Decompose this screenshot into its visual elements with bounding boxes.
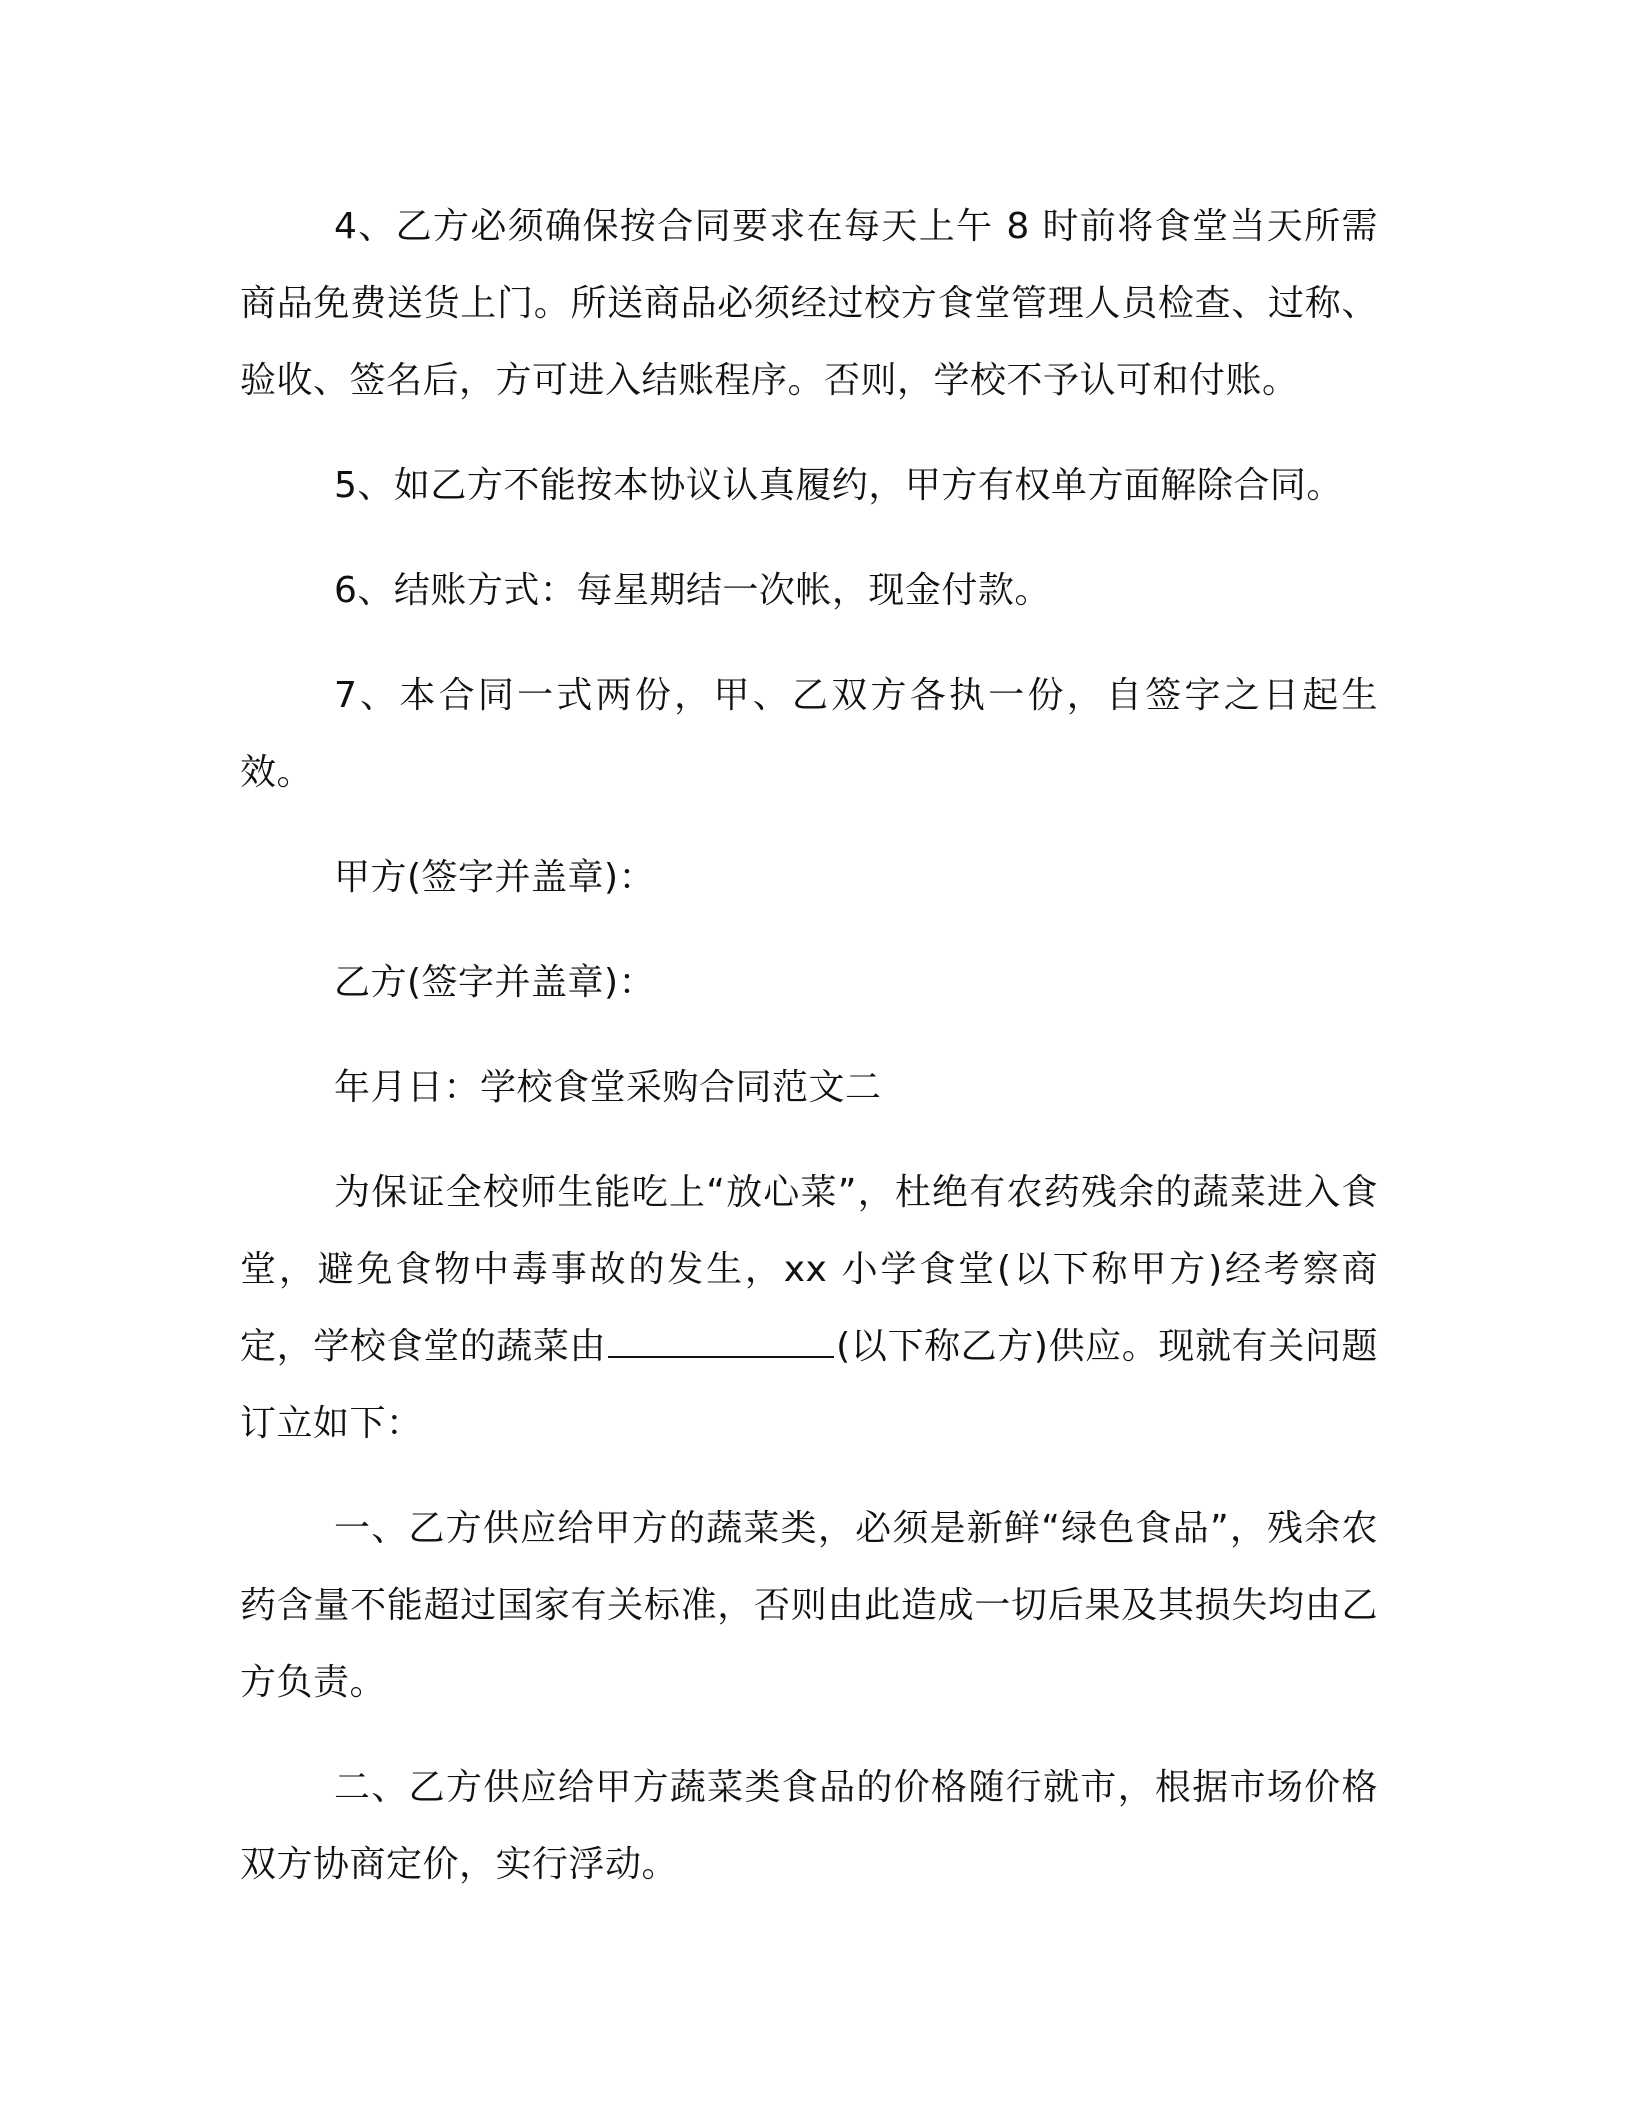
party-a-signature-line: 甲方(签字并盖章)： [334, 857, 656, 898]
intro-paragraph [240, 1154, 1378, 1462]
supplier-name-blank [608, 1326, 834, 1358]
term-1-paragraph: 一、乙方供应给甲方的蔬菜类，必须是新鲜“绿色食品”，残余农药含量不能超过国家有关标准，否则由此造成一切后果及其损失均由乙方负责。 [240, 1508, 1378, 1703]
date-and-section-title: 年月日：学校食堂采购合同范文二 [334, 1067, 882, 1108]
clause-6-paragraph: 6、结账方式：每星期结一次帐，现金付款。 [334, 570, 1051, 611]
document-body [240, 188, 1378, 1903]
clause-7-paragraph: 7、本合同一式两份，甲、乙双方各执一份，自签字之日起生效。 [240, 675, 1378, 793]
clause-5-paragraph: 5、如乙方不能按本协议认真履约，甲方有权单方面解除合同。 [334, 465, 1343, 506]
party-b-signature-line: 乙方(签字并盖章)： [334, 962, 656, 1003]
clause-4-paragraph: 4、乙方必须确保按合同要求在每天上午 8 时前将食堂当天所需商品免费送货上门。所送商品必须经过校方食堂管理人员检查、过称、验收、签名后，方可进入结账程序。否则，学校不予认可和付账。 [240, 206, 1378, 401]
term-2-paragraph: 二、乙方供应给甲方蔬菜类食品的价格随行就市，根据市场价格双方协商定价，实行浮动。 [240, 1767, 1378, 1885]
intro-text-after-blank: (以下称乙方)供应。现就有关问题订立如下： [240, 1326, 1378, 1444]
intro-text-before-blank: 为保证全校师生能吃上“放心菜”，杜绝有农药残余的蔬菜进入食堂，避免食物中毒事故的发生，xx 小学食堂(以下称甲方)经考察商定，学校食堂的蔬菜由 [240, 1172, 1378, 1367]
